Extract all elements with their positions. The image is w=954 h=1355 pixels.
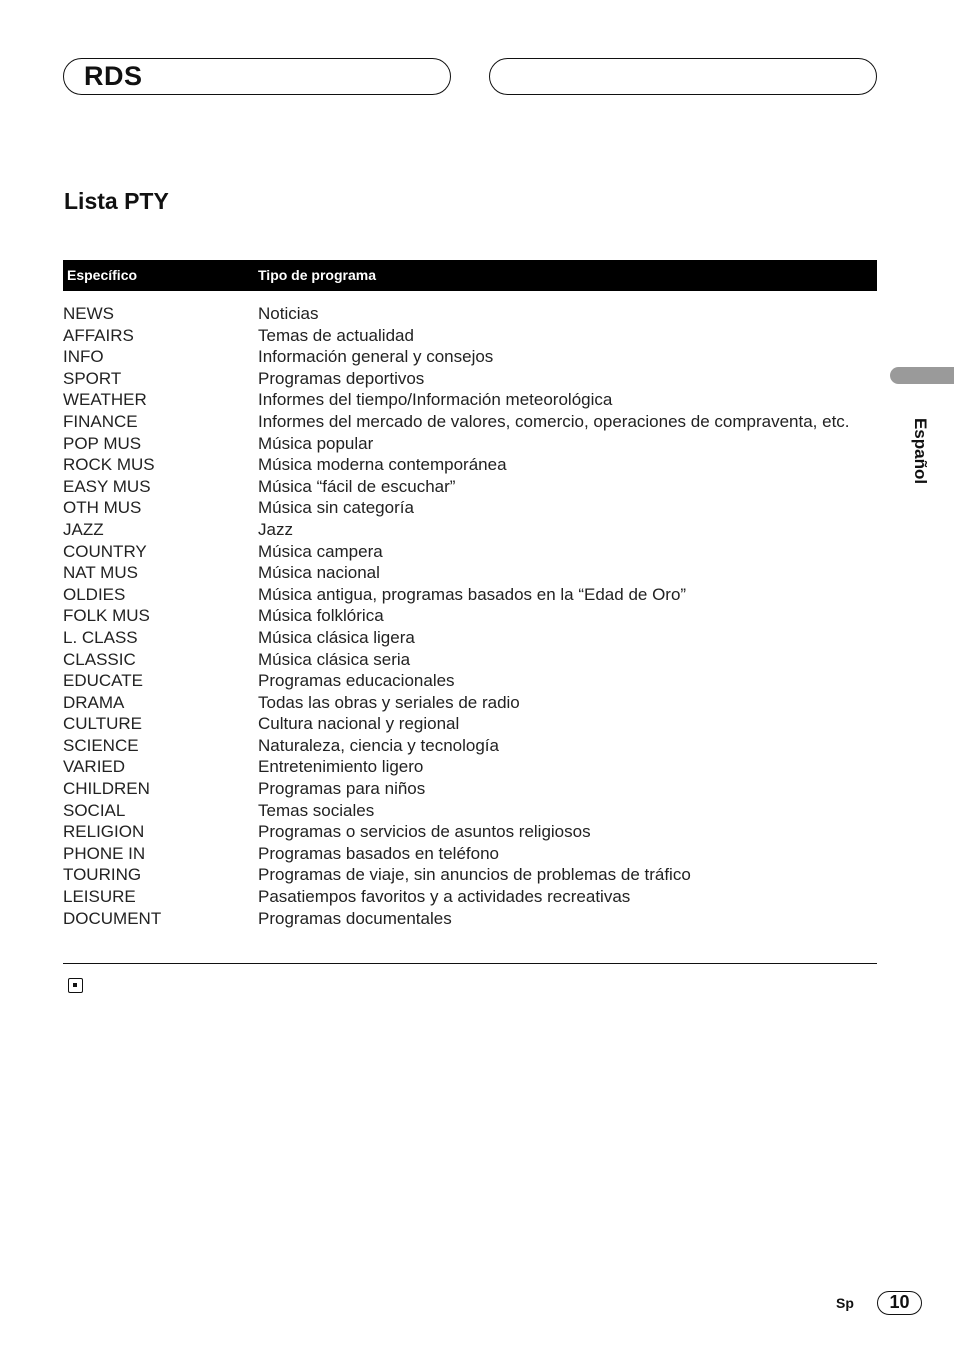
pty-code: EASY MUS — [63, 476, 151, 496]
table-row — [63, 800, 877, 822]
pty-code: NAT MUS — [63, 563, 138, 583]
program-type: Temas de actualidad — [258, 325, 414, 345]
pty-code: POP MUS — [63, 433, 142, 453]
section-title: Lista PTY — [64, 188, 169, 214]
program-type: Programas documentales — [258, 908, 452, 928]
program-type: Música campera — [258, 541, 383, 561]
program-type: Cultura nacional y regional — [258, 714, 460, 734]
program-type: Programas basados en teléfono — [258, 843, 499, 863]
program-type: Música nacional — [258, 563, 380, 583]
program-type: Jazz — [258, 519, 293, 539]
pty-code: DRAMA — [63, 692, 125, 712]
program-type: Información general y consejos — [258, 347, 494, 367]
table-row — [63, 411, 877, 433]
pty-code: TOURING — [63, 865, 142, 885]
program-type: Música sin categoría — [258, 498, 414, 518]
table-bottom-rule — [63, 963, 877, 964]
table-row — [63, 433, 877, 455]
program-type: Música folklórica — [258, 606, 384, 626]
pty-code: CULTURE — [63, 714, 143, 734]
program-type: Programas de viaje, sin anuncios de problemas de tráfico — [258, 865, 691, 885]
table-row — [63, 778, 877, 800]
program-type: Informes del mercado de valores, comercio, operaciones de compraventa, etc. — [258, 411, 850, 431]
program-type: Música popular — [258, 433, 374, 453]
column-header-description: Tipo de programa — [258, 267, 376, 283]
program-type: Naturaleza, ciencia y tecnología — [258, 735, 499, 755]
pty-code: SOCIAL — [63, 800, 126, 820]
header-title: RDS — [84, 61, 143, 91]
column-header-code: Específico — [67, 267, 138, 283]
program-type: Música “fácil de escuchar” — [258, 476, 456, 496]
language-code: Sp — [836, 1295, 854, 1311]
table-row — [63, 627, 877, 649]
program-type: Música moderna contemporánea — [258, 455, 507, 475]
header-right-box — [489, 58, 877, 95]
pty-code: ROCK MUS — [63, 455, 155, 475]
program-type: Informes del tiempo/Información meteorológica — [258, 390, 613, 410]
pty-code: RELIGION — [63, 822, 145, 842]
table-row — [63, 541, 877, 563]
table-row — [63, 519, 877, 541]
table-row — [63, 692, 877, 714]
table-row — [63, 886, 877, 908]
program-type: Entretenimiento ligero — [258, 757, 424, 777]
program-type: Música clásica ligera — [258, 627, 415, 647]
program-type: Música clásica seria — [258, 649, 411, 669]
table-row — [63, 756, 877, 778]
program-type: Programas para niños — [258, 779, 426, 799]
pty-code: SPORT — [63, 368, 122, 388]
pty-code: VARIED — [63, 757, 126, 777]
pty-code: PHONE IN — [63, 843, 146, 863]
table-row — [63, 389, 877, 411]
table-row — [63, 584, 877, 606]
pty-code: FOLK MUS — [63, 606, 150, 626]
table-row — [63, 476, 877, 498]
end-mark-dot — [73, 983, 77, 987]
table-row — [63, 735, 877, 757]
table-row — [63, 562, 877, 584]
pty-code: L. CLASS — [63, 627, 138, 647]
pty-code: JAZZ — [63, 519, 104, 539]
table-row — [63, 843, 877, 865]
program-type: Todas las obras y seriales de radio — [258, 692, 520, 712]
program-type: Noticias — [258, 304, 319, 323]
table-row — [63, 346, 877, 368]
header-title-box — [63, 58, 451, 95]
pty-code: OLDIES — [63, 584, 126, 604]
pty-code: WEATHER — [63, 390, 147, 410]
pty-code: FINANCE — [63, 411, 138, 431]
program-type: Programas educacionales — [258, 671, 455, 691]
pty-code: DOCUMENT — [63, 908, 162, 928]
end-of-section-icon — [68, 978, 83, 993]
pty-code: CLASSIC — [63, 649, 136, 669]
language-tab — [890, 367, 954, 384]
table-header — [63, 260, 877, 291]
table-row — [63, 497, 877, 519]
table-row — [63, 670, 877, 692]
table-row — [63, 713, 877, 735]
table-row — [63, 454, 877, 476]
table-row — [63, 821, 877, 843]
program-type: Pasatiempos favoritos y a actividades recreativas — [258, 887, 631, 907]
table-row — [63, 303, 877, 325]
pty-code: LEISURE — [63, 887, 136, 907]
pty-code: CHILDREN — [63, 779, 150, 799]
table-row — [63, 325, 877, 347]
program-type: Temas sociales — [258, 800, 375, 820]
pty-code: OTH MUS — [63, 498, 142, 518]
pty-code: SCIENCE — [63, 735, 139, 755]
pty-code: INFO — [63, 347, 104, 367]
pty-code: NEWS — [63, 304, 114, 323]
table-row — [63, 605, 877, 627]
table-row — [63, 368, 877, 390]
language-label: Español — [911, 417, 930, 485]
pty-code: EDUCATE — [63, 671, 143, 691]
table-row — [63, 649, 877, 671]
program-type: Programas o servicios de asuntos religiosos — [258, 822, 591, 842]
pty-code: AFFAIRS — [63, 325, 134, 345]
program-type: Música antigua, programas basados en la “Edad de Oro” — [258, 584, 687, 604]
pty-code: COUNTRY — [63, 541, 147, 561]
page-number: 10 — [877, 1291, 922, 1315]
table-row — [63, 864, 877, 886]
program-type: Programas deportivos — [258, 368, 425, 388]
pty-table-body — [63, 303, 877, 929]
table-row — [63, 908, 877, 930]
